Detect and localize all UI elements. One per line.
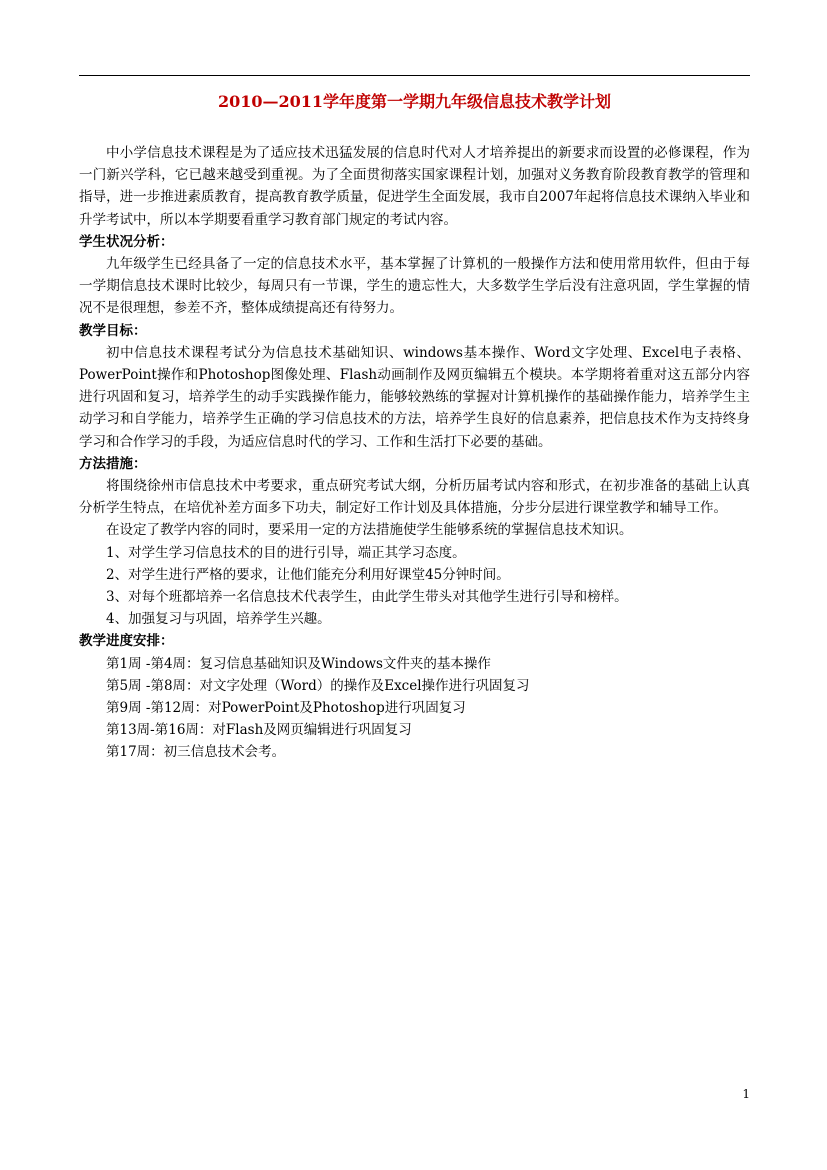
schedule-item: 第5周 -第8周：对文字处理（Word）的操作及Excel操作进行巩固复习 xyxy=(106,677,530,694)
schedule-item: 第13周-第16周：对Flash及网页编辑进行巩固复习 xyxy=(106,722,412,739)
intro-paragraph: 中小学信息技术课程是为了适应技术迅猛发展的信息时代对人才培养提出的新要求而设置的必修课程，作为一门新兴学科，它已越来越受到重视。为了全面贯彻落实国家课程计划，加强对义务教育阶段教育教学的管理和指导，进一步推进素质教育，提高教育教学质量，促进学生全面发展，我市自2007年起将信息技术课纳入毕业和升学考试中，所以本学期要看重学习教育部门规定的考试内容。 xyxy=(79,145,750,228)
methods-item: 4、加强复习与巩固，培养学生兴趣。 xyxy=(106,611,331,628)
students-paragraph: 九年级学生已经具备了一定的信息技术水平，基本掌握了计算机的一般操作方法和使用常用软件，但由于每一学期信息技术课时比较少，每周只有一节课，学生的遗忘性大，大多数学生学后没有注意巩固，学生掌握的情况不是很理想，参差不齐，整体成绩提高还有待努力。 xyxy=(79,256,750,317)
methods-item: 1、对学生学习信息技术的目的进行引导，端正其学习态度。 xyxy=(106,544,466,561)
students-heading: 学生状况分析： xyxy=(79,233,174,250)
document-body xyxy=(79,142,750,764)
schedule-item: 第9周 -第12周：对PowerPoint及Photoshop进行巩固复习 xyxy=(106,700,466,717)
methods-item: 2、对学生进行严格的要求，让他们能充分利用好课堂45分钟时间。 xyxy=(106,566,510,583)
methods-item: 3、对每个班都培养一名信息技术代表学生，由此学生带头对其他学生进行引导和榜样。 xyxy=(106,589,628,606)
methods-heading: 方法措施： xyxy=(79,455,147,472)
methods-paragraph-2: 在设定了教学内容的同时，要采用一定的方法措施使学生能够系统的掌握信息技术知识。 xyxy=(106,522,633,539)
goals-heading: 教学目标： xyxy=(79,322,147,339)
methods-paragraph-1: 将围绕徐州市信息技术中考要求，重点研究考试大纲，分析历届考试内容和形式，在初步准备的基础上认真分析学生特点，在培优补差方面多下功夫，制定好工作计划及具体措施，分步分层进行课堂教学和辅导工作。 xyxy=(79,478,750,517)
schedule-heading: 教学进度安排： xyxy=(79,633,174,650)
goals-paragraph: 初中信息技术课程考试分为信息技术基础知识、windows基本操作、Word文字处理、Excel电子表格、PowerPoint操作和Photoshop图像处理、Flash动画制作及网页编辑五个模块。本学期将着重对这五部分内容进行巩固和复习，培养学生的动手实践操作能力，能够较熟练的掌握对计算机操作的基础操作能力，培养学生主动学习和自学能力，培养学生正确的学习信息技术的方法，培养学生良好的信息素养，把信息技术作为支持终身学习和合作学习的手段，为适应信息时代的学习、工作和生活打下必要的基础。 xyxy=(79,344,750,450)
header-rule xyxy=(79,75,750,76)
schedule-item: 第17周：初三信息技术会考。 xyxy=(106,744,286,761)
page-number: 1 xyxy=(742,1087,750,1101)
schedule-item: 第1周 -第4周：复习信息基础知识及Windows文件夹的基本操作 xyxy=(106,655,491,672)
document-title: 2010—2011学年度第一学期九年级信息技术教学计划 xyxy=(217,92,612,111)
